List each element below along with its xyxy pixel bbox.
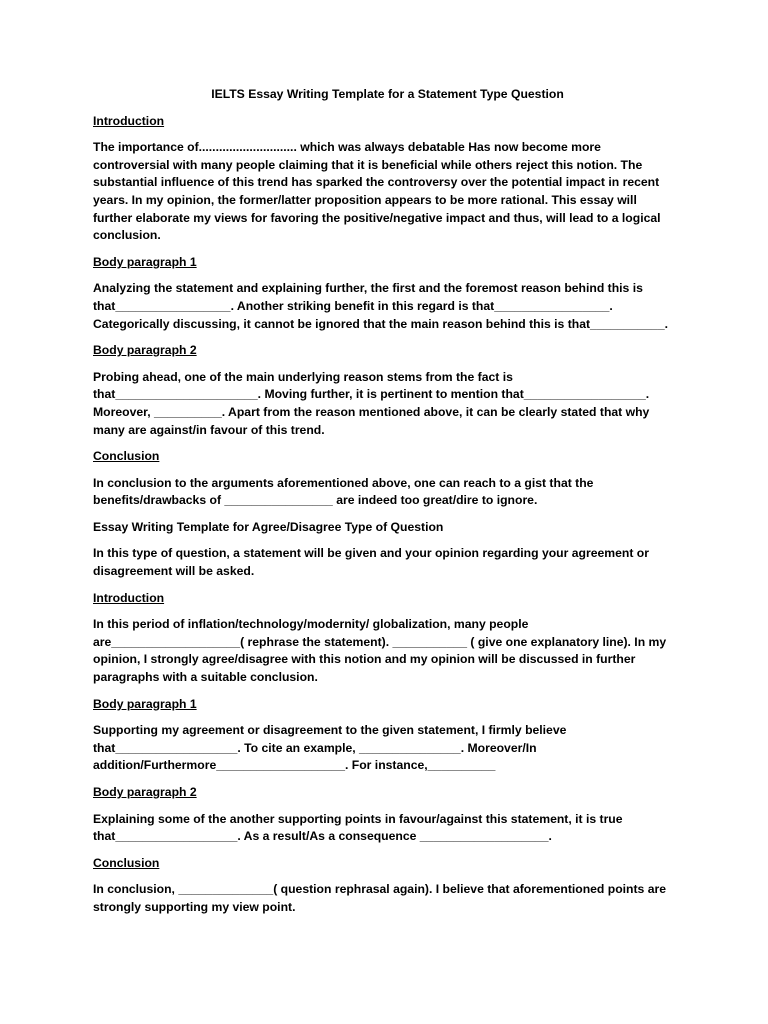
agree-body1-paragraph: Supporting my agreement or disagreement to the given statement, I firmly believe that__________________. To cite an example, _______________. Moreover/In addition/Furthermore___________________. For instance,__________ [93, 723, 567, 773]
agree-intro-heading: Introduction [93, 590, 165, 605]
agree-body2-paragraph: Explaining some of the another supporting points in favour/against this statement, it is true that__________________. As a result/As a consequence ___________________. [93, 811, 623, 844]
agree-intro-paragraph: In this period of inflation/technology/modernity/ globalization, many people are___________________( rephrase the statement). ___________ ( give one explanatory line). In my opinion, I strongly agree/disagree with this notion and my opinion will be discussed in further paragraphs with a suitable conclusion. [93, 617, 667, 685]
agree-disagree-section-title: Essay Writing Template for Agree/Disagree Type of Question [93, 519, 444, 534]
agree-body1-heading: Body paragraph 1 [93, 696, 197, 711]
body2-heading: Body paragraph 2 [93, 343, 197, 358]
intro-paragraph: The importance of............................. which was always debatable Has now become more controversial with many people claiming that it is beneficial while others reject this notion. The substantial influence of this trend has sparked the controversy over the potential impact in recent years. In my opinion, the former/latter proposition appears to be more rational. This essay will further elaborate my views for favoring the positive/negative impact and thus, will lead to a logical conclusion. [93, 140, 661, 243]
agree-body2-heading: Body paragraph 2 [93, 785, 197, 799]
body2-paragraph: Probing ahead, one of the main underlying reason stems from the fact is that_____________________. Moving further, it is pertinent to mention that__________________. Moreover, __________. Apart from the reason mentioned above, it can be clearly stated that why many are against/in favour of this trend. [93, 369, 650, 437]
intro-heading: Introduction [93, 113, 165, 128]
agree-conclusion-paragraph: In conclusion, ______________( question rephrasal again). I believe that aforementioned points are strongly supporting my view point. [93, 882, 667, 914]
agree-disagree-description: In this type of question, a statement will be given and your opinion regarding your agreement or disagreement will be asked. [93, 546, 649, 579]
conclusion-heading: Conclusion [93, 449, 160, 464]
body1-paragraph: Analyzing the statement and explaining further, the first and the foremost reason behind this is that_________________. Another striking benefit in this regard is that_________________. Categorically discussing, it cannot be ignored that the main reason behind this is that___________. [93, 281, 669, 331]
agree-conclusion-heading: Conclusion [93, 855, 160, 870]
conclusion-paragraph: In conclusion to the arguments aforementioned above, one can reach to a gist that the benefits/drawbacks of ________________ are indeed too great/dire to ignore. [93, 475, 594, 508]
body1-heading: Body paragraph 1 [93, 254, 197, 269]
document-title: IELTS Essay Writing Template for a Statement Type Question [211, 87, 564, 101]
